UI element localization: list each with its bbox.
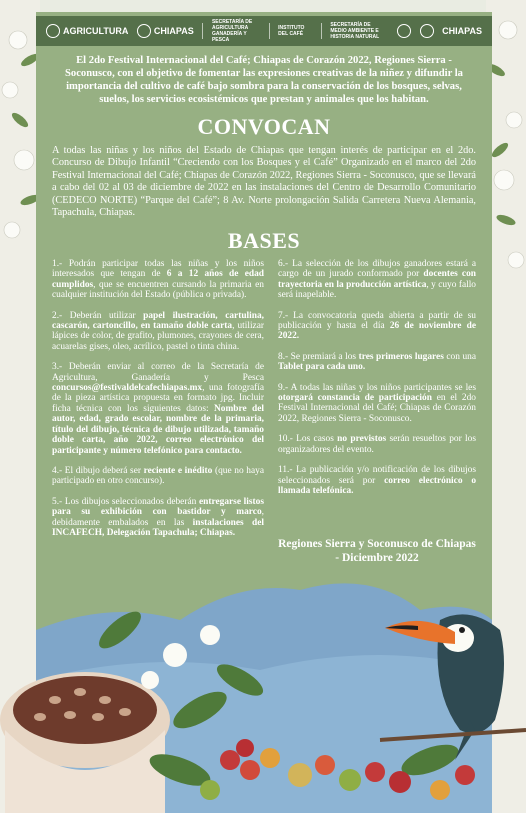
divider [202,23,203,39]
base-item-11: 11.- La publicación y/o notificación de los dibujos seleccionados será por correo electrónico o llamada telefónica. [278,465,477,496]
round-seal-icon [420,24,434,38]
intro-paragraph: El 2do Festival Internacional del Café; Chiapas de Corazón 2022, Regiones Sierra - Soconusco, con el objetivo de fomentar las expresiones creativas de la niñez y difundir la importancia del cultivo de café bajo sombra para la conservación de los bosques, selvas, suelos, los servicios ecosistémicos que prestan y animales que los habitan. [65,55,463,105]
round-seal-icon [397,24,411,38]
seal-icon [46,24,60,38]
coffee-landscape-illustration [0,560,526,813]
convocan-heading: CONVOCAN [197,114,331,139]
base-item-1: 1.- Podrán participar todas las niñas y los niños interesados que tengan de 6 a 12 años de edad cumplidos, que se encuentren cursando la primaria en cualquier institución del Estado (pública o privada). [52,259,264,301]
base-item-3: 3.- Deberán enviar al correo de la Secretaría de Agricultura, Ganadería y Pesca concursos@festivaldelcafechiapas.mx, una fotografía de la pieza artística propuesta en formato jpg. Incluir ficha técnica con los siguientes datos: Nombre del autor, edad, grado escolar, nombre de la primaria, título del dibujo, técnica de dibujo utilizada, tamaño doble carta, año 2022, correo electrónico del participante y número telefónico para contacto. [52,362,264,456]
base-item-4: 4.- El dibujo deberá ser reciente e inédito (que no haya participado en otro concurso). [52,465,264,487]
base-item-6: 6.- La selección de los dibujos ganadores estará a cargo de un jurado conformado por docentes con trayectoria en la producción artística, y cuyo fallo será inapelable. [278,259,476,301]
secretaria-medio-ambiente-logo: SECRETARÍA DE MEDIO AMBIENTE E HISTORIA NATURAL [330,22,380,40]
instituto-cafe-logo: INSTITUTO DEL CAFÉ [278,25,305,37]
logo-bar [36,16,492,46]
closing-text: Regiones Sierra y Soconusco de Chiapas - Diciembre 2022 [278,538,476,564]
secretaria-agricultura-logo: SECRETARÍA DE AGRICULTURA GANADERÍA Y PESCA [211,19,253,43]
base-item-2: 2.- Deberán utilizar papel ilustración, cartulina, cascarón, cartoncillo, en tamaño doble carta, utilizar lápices de color, de grafito, plumones, crayones de cera, acuarelas gises, oleo, acrílico, pastel o tinta china. [52,310,264,352]
bases-left-column [52,259,264,548]
bases-heading: BASES [227,228,301,253]
base-item-5: 5.- Los dibujos seleccionados deberán entregarse listos para su exhibición con bastidor y marco, debidamente embalados en las instalaciones del INCAFECH, Delegación Tapachula; Chiapas. [52,496,264,538]
base-item-7: 7.- La convocatoria queda abierta a partir de su publicación y hasta el día 26 de noviembre de 2022. [278,310,477,342]
divider [269,23,270,39]
base-item-8: 8.- Se premiará a los tres primeros lugares con una Tablet para cada uno. [278,351,476,373]
chiapas-corazon-logo: CHIAPAS [442,26,482,36]
call-paragraph: A todas las niñas y los niños del Estado de Chiapas que tengan interés de participar en el 2do. Concurso de Dibujo Infantil “Creciendo con los Bosques y el Café” Organizado en el marco del 2do Festival Internacional del Café; Chiapas de Corazón 2022, Regiones Sierra - Soconusco, que se llevará a cabo del 02 al 03 de diciembre de 2022 en las instalaciones del Centro de Desarrollo Comunitario (CEDECO NORTE) “Parque del Café”; 8 Av. Norte prolongación Salida Carretera Nueva Alemania, Tapachula, Chiapas. [52,145,476,219]
chiapas-gov-logo: CHIAPAS [137,24,194,38]
bases-right-column [278,259,476,506]
coffee-bowl-illustration [0,672,170,813]
base-item-9: 9.- A todas las niñas y los niños participantes se les otorgará constancia de participación en el 2do Festival Internacional del Café; Chiapas de Corazón 2022, Regiones Sierra - Soconusco. [278,382,476,424]
crest-icon [137,24,151,38]
base-item-10: 10.- Los casos no previstos serán resueltos por los organizadores del evento. [278,434,476,455]
divider [321,23,322,39]
agricultura-logo: AGRICULTURA [46,24,128,38]
